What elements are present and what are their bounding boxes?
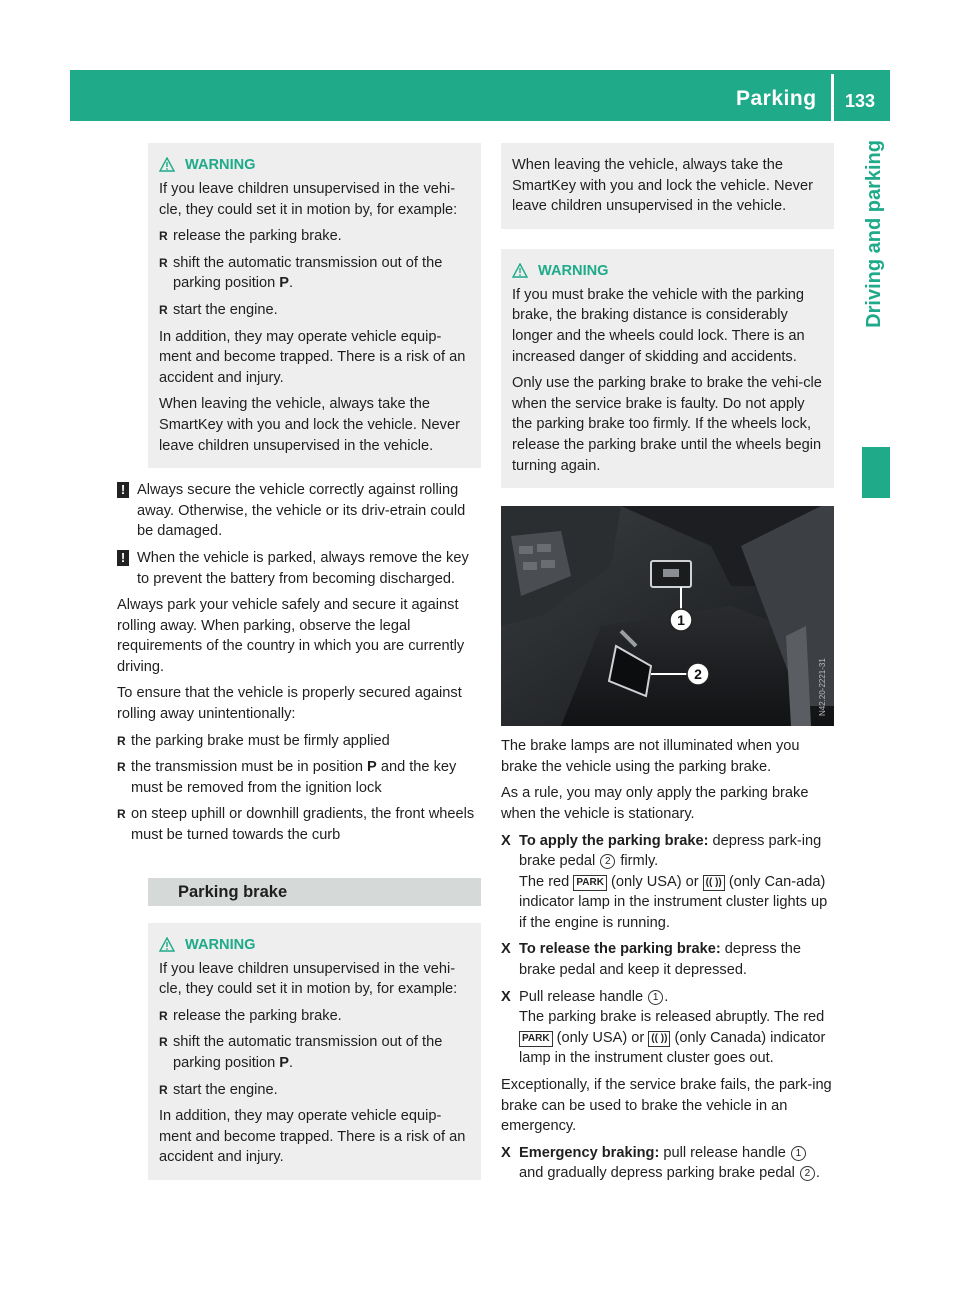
warning-text: If you leave children unsupervised in the vehi-cle, they could set it in motion by, for example:	[159, 960, 458, 998]
list-item: R start the engine.	[159, 1080, 473, 1101]
warning-triangle-icon	[159, 937, 177, 953]
warning-text: When leaving the vehicle, always take the SmartKey with you and lock the vehicle. Never leave children unsupervised in the vehicle.	[159, 396, 460, 454]
warning-heading: WARNING	[512, 261, 826, 281]
callout-number: 1	[648, 990, 663, 1005]
warning-triangle-icon	[512, 263, 530, 279]
step-arrow-icon: X	[501, 941, 511, 958]
left-column	[117, 143, 481, 1180]
step-arrow-icon: X	[501, 988, 511, 1005]
side-tab-label: Driving and parking	[863, 140, 885, 328]
list-item: R shift the automatic transmission out of the parking position P.	[159, 253, 473, 294]
callout-number: 2	[600, 854, 615, 869]
list-item: R start the engine.	[159, 300, 473, 321]
body-paragraph: As a rule, you may only apply the parking brake when the vehicle is stationary.	[501, 785, 809, 822]
step-item: X To release the parking brake: depress the brake pedal and keep it depressed.	[501, 941, 802, 979]
callout-number: 1	[791, 1146, 806, 1161]
section-heading: Parking brake	[148, 878, 481, 906]
warning-text: In addition, they may operate vehicle equip-ment and become trapped. There is a risk of an accident and injury.	[159, 328, 466, 386]
warning-heading: WARNING	[159, 935, 473, 955]
list-item: R the parking brake must be firmly applied	[117, 731, 481, 752]
body-paragraph: Always park your vehicle safely and secure it against rolling away. When parking, observe the legal requirements of the country in which you are currently driving.	[117, 597, 465, 675]
list-item: R release the parking brake.	[159, 1006, 473, 1027]
step-item: X Emergency braking: pull release handle 1 and gradually depress parking brake pedal 2 .	[501, 1144, 820, 1182]
right-column	[501, 143, 834, 1190]
header-separator	[831, 74, 834, 121]
warning-triangle-icon	[159, 157, 177, 173]
warning-box-3	[501, 249, 834, 488]
parking-brake-photo	[501, 506, 834, 726]
warning-box-1	[148, 143, 481, 468]
list-item: R shift the automatic transmission out of the parking position P.	[159, 1032, 473, 1073]
photo-callout-2: 2	[694, 666, 702, 683]
step-arrow-icon: X	[501, 832, 511, 849]
warning-text: If you leave children unsupervised in the vehi-cle, they could set it in motion by, for example:	[159, 181, 458, 218]
list-item: R release the parking brake.	[159, 226, 473, 247]
box-text: When leaving the vehicle, always take the SmartKey with you and lock the vehicle. Never leave children unsupervised in the vehicle.	[512, 157, 813, 215]
photo-reference-code: N42.20-2221-31	[818, 658, 827, 717]
warning-text: If you must brake the vehicle with the parking brake, the braking distance is considerably longer and the wheels could lock. There is an increased danger of skidding and accidents.	[512, 286, 805, 365]
note-item: ! Always secure the vehicle correctly against rolling away. Otherwise, the vehicle or its driv-etrain could be damaged.	[117, 480, 481, 542]
page-title: Parking	[736, 87, 817, 110]
body-paragraph: To ensure that the vehicle is properly secured against rolling away unintentionally:	[117, 685, 462, 723]
brake-indicator-icon: (( ))	[648, 1031, 670, 1047]
note-item: ! When the vehicle is parked, always remove the key to prevent the battery from becoming discharged.	[117, 548, 481, 589]
step-item: X To apply the parking brake: depress park-ing brake pedal 2 firmly. The red PARK (only USA) or (( )) (only Can-ada) indicator lamp in the instrument cluster lights up if the engine is running.	[501, 832, 828, 931]
warning-text: In addition, they may operate vehicle equip-ment and become trapped. There is a risk of an accident and injury.	[159, 1108, 466, 1166]
step-arrow-icon: X	[501, 1144, 511, 1161]
warning-text: Only use the parking brake to brake the vehi-cle when the service brake is faulty. Do not apply the parking brake too firmly. If the wheels lock, release the parking brake until the wheels begin turning again.	[512, 375, 822, 474]
exclamation-icon: !	[117, 550, 129, 566]
exclamation-icon: !	[117, 482, 129, 498]
body-paragraph: The brake lamps are not illuminated when you brake the vehicle using the parking brake.	[501, 738, 800, 775]
body-paragraph: Exceptionally, if the service brake fails, the park-ing brake can be used to brake the vehicle in an emergency.	[501, 1077, 832, 1135]
side-tab	[862, 140, 886, 350]
side-tab-block	[862, 447, 890, 498]
page-number: 133	[845, 91, 876, 111]
park-indicator-icon: PARK	[519, 1031, 553, 1047]
park-indicator-icon: PARK	[573, 875, 607, 891]
photo-callout-1: 1	[677, 612, 685, 629]
warning-box-2	[148, 923, 481, 1180]
warning-heading: WARNING	[159, 155, 473, 175]
step-item: X Pull release handle 1 . The parking brake is released abruptly. The red PARK (only USA) or (( )) (only Canada) indicator lamp in the instrument cluster goes out.	[501, 988, 826, 1067]
info-box	[501, 143, 834, 229]
callout-number: 2	[800, 1166, 815, 1181]
list-item: R on steep uphill or downhill gradients, the front wheels must be turned towards the curb	[117, 804, 481, 845]
brake-indicator-icon: (( ))	[703, 875, 725, 891]
list-item: R the transmission must be in position P and the key must be removed from the ignition lock	[117, 757, 481, 798]
